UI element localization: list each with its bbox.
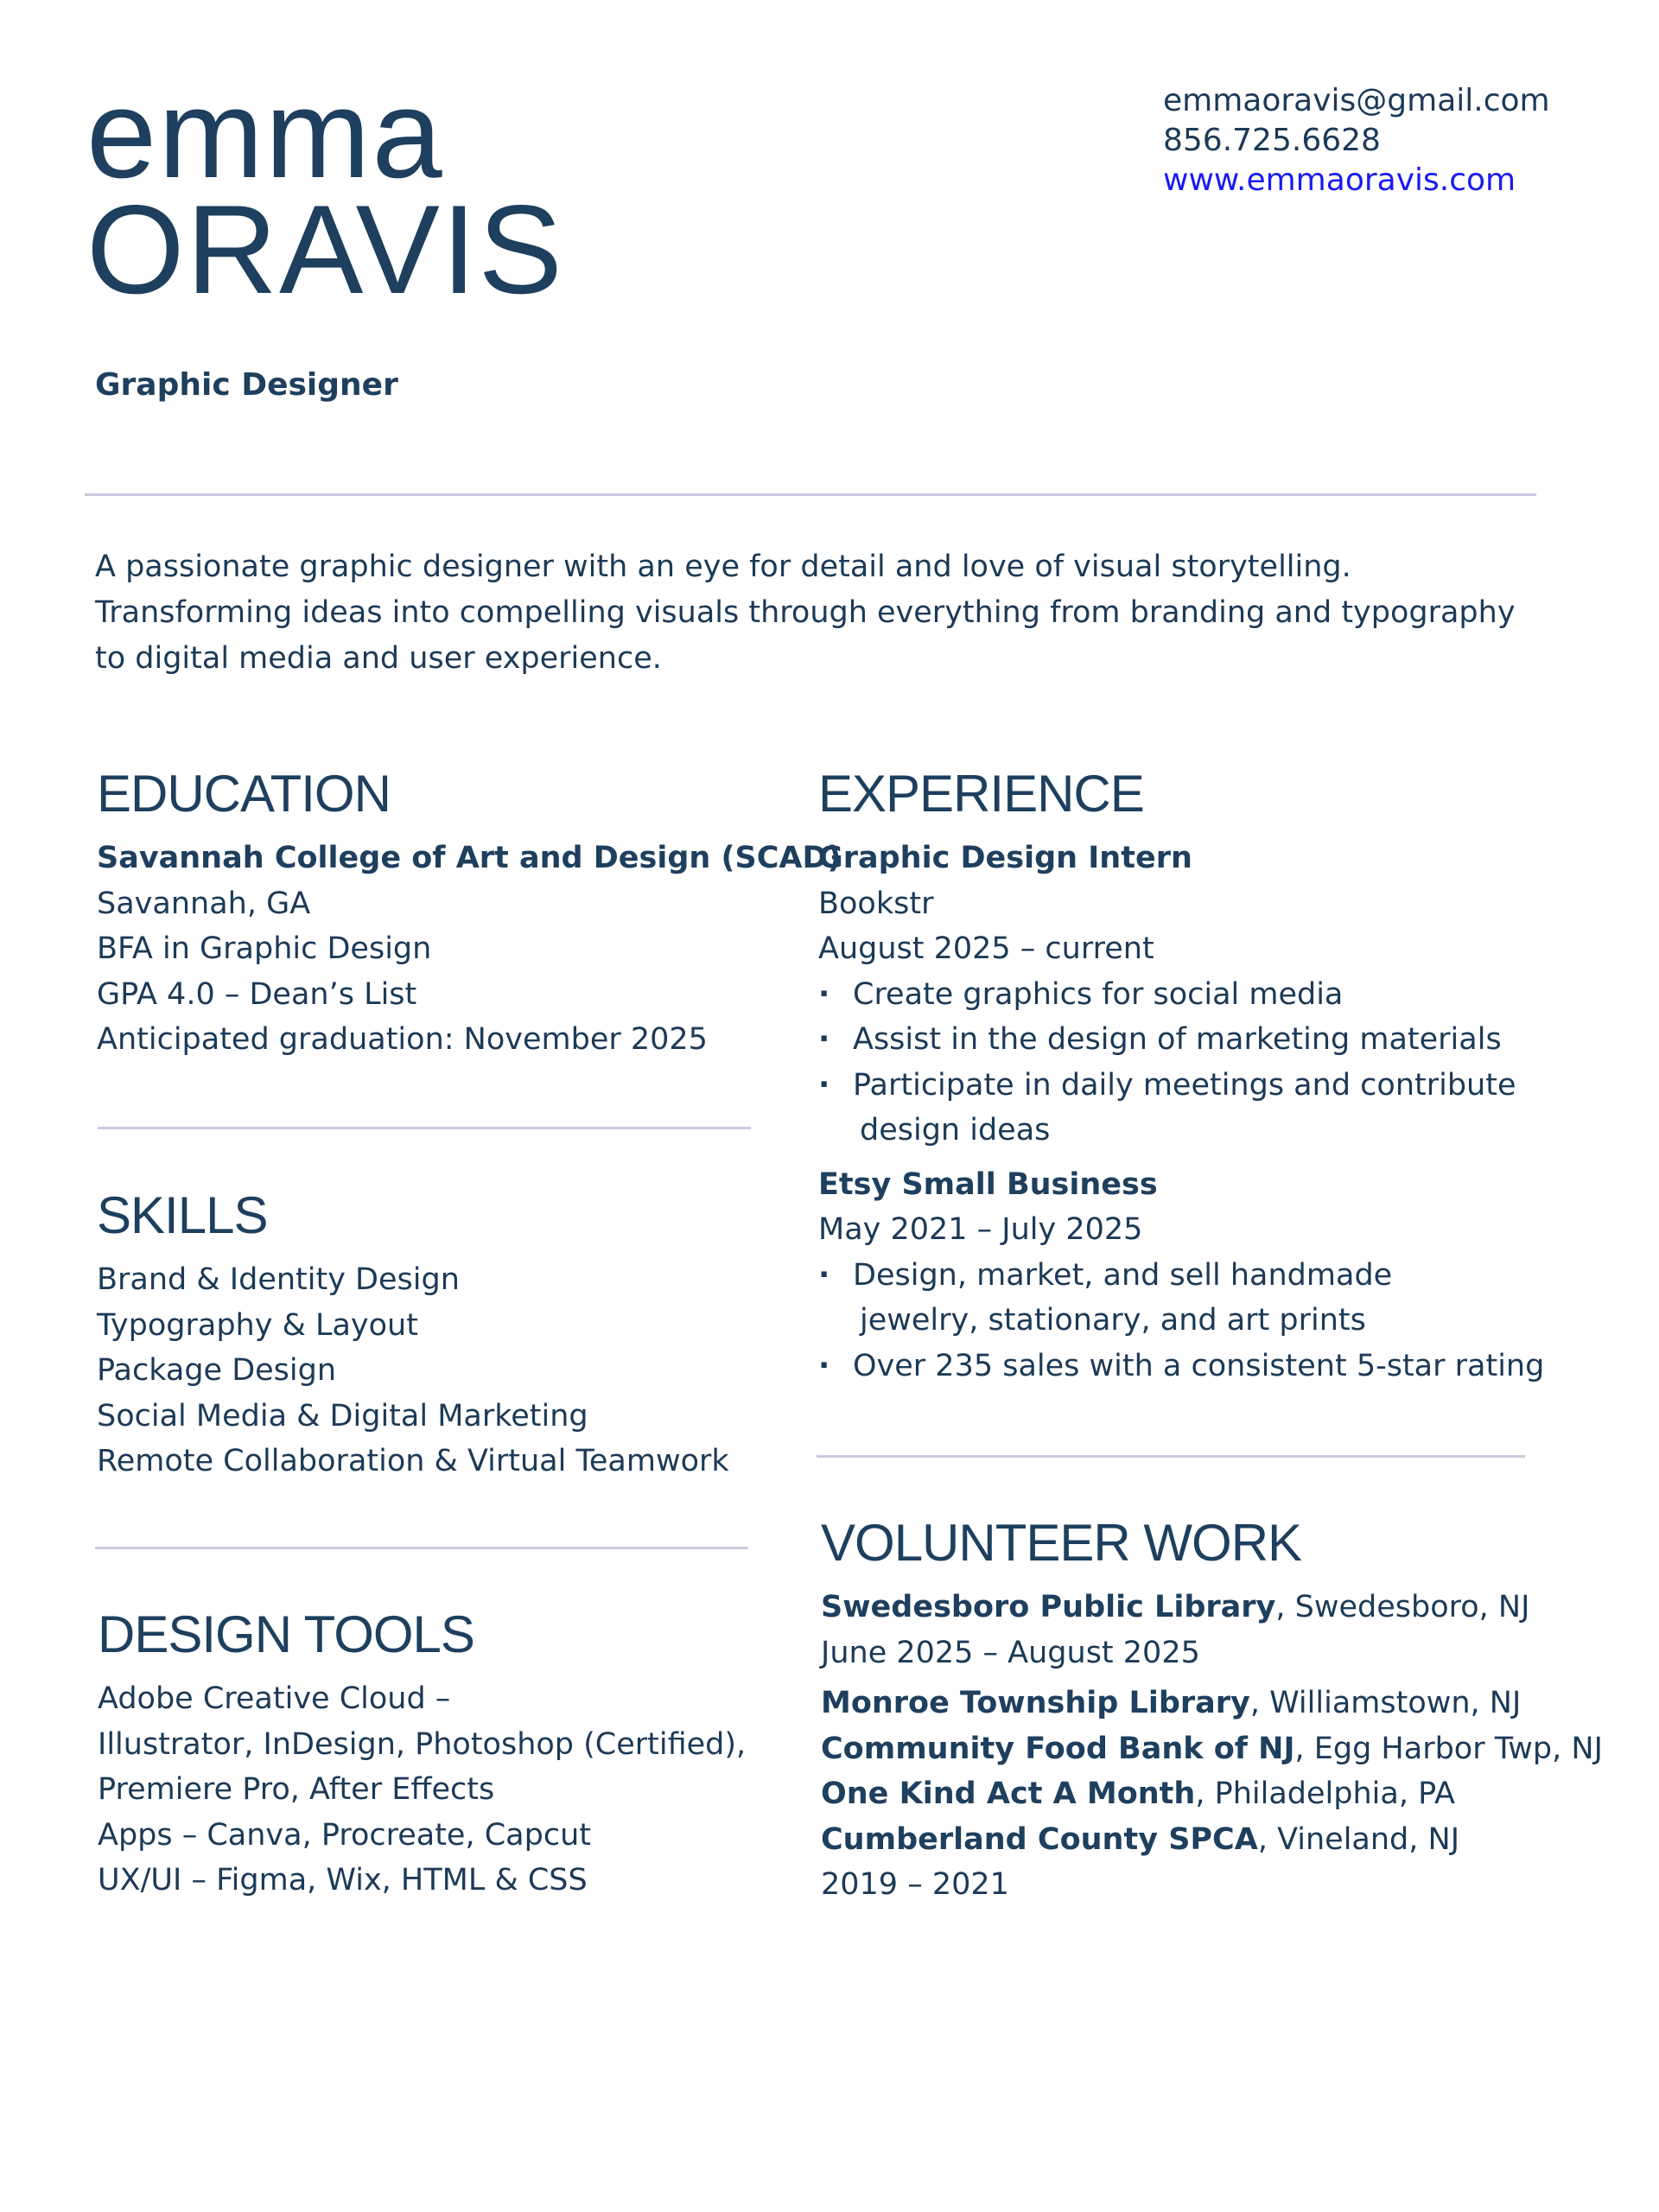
volunteer-entry (821, 1681, 1633, 1726)
tool-line: Illustrator, InDesign, Photoshop (Certified), (98, 1726, 747, 1762)
school-location: Savannah, GA (97, 886, 311, 921)
volunteer-place: , Swedesboro, NJ (1275, 1590, 1530, 1624)
job-bullet-continuation: jewelry, stationary, and art prints (860, 1303, 1366, 1338)
website-link[interactable]: www.emmaoravis.com (1163, 162, 1516, 198)
volunteer-place: , Egg Harbor Twp, NJ (1294, 1731, 1603, 1766)
skills-heading: SKILLS (97, 1186, 268, 1244)
last-name: ORAVIS (86, 179, 564, 320)
volunteer-place: , Vineland, NJ (1257, 1821, 1460, 1857)
volunteer-org: Monroe Township Library (821, 1686, 1250, 1720)
job-company: Bookstr (818, 886, 934, 921)
volunteer-dates: 2019 – 2021 (821, 1867, 1009, 1902)
job-bullet: · Over 235 sales with a consistent 5-star rating (818, 1344, 1596, 1389)
experience-divider (817, 1455, 1525, 1458)
degree: BFA in Graphic Design (97, 931, 432, 966)
skill-item: Remote Collaboration & Virtual Teamwork (97, 1444, 729, 1478)
tool-line: UX/UI – Figma, Wix, HTML & CSS (98, 1863, 588, 1897)
volunteer-entry (821, 1585, 1633, 1630)
job-title: Graphic Designer (95, 367, 398, 403)
summary (95, 544, 1516, 682)
education-section (97, 765, 842, 1063)
volunteer-place: , Williamstown, NJ (1249, 1686, 1522, 1720)
experience-heading: EXPERIENCE (818, 765, 1144, 823)
skill-item: Typography & Layout (97, 1307, 418, 1343)
skill-item: Social Media & Digital Marketing (97, 1398, 588, 1433)
volunteer-section (821, 1514, 1633, 1908)
job-bullet-continuation: design ideas (860, 1113, 1051, 1147)
volunteer-heading: VOLUNTEER WORK (821, 1514, 1302, 1572)
job-dates: August 2025 – current (818, 931, 1154, 966)
job-role: Graphic Design Intern (818, 841, 1192, 875)
volunteer-entry (821, 1771, 1633, 1817)
volunteer-entry (821, 1726, 1633, 1772)
tool-line: Adobe Creative Cloud – (98, 1681, 451, 1716)
skill-item: Brand & Identity Design (97, 1262, 460, 1297)
job-bullet: · Assist in the design of marketing materials (818, 1017, 1596, 1063)
volunteer-org: Cumberland County SPCA (821, 1821, 1258, 1857)
graduation: Anticipated graduation: November 2025 (97, 1022, 708, 1057)
phone-number: 856.725.6628 (1163, 123, 1381, 158)
skills-divider (95, 1547, 748, 1549)
job-role: Etsy Small Business (818, 1166, 1158, 1202)
volunteer-place: , Philadelphia, PA (1195, 1777, 1455, 1811)
contact-block (1163, 81, 1550, 200)
header-divider (85, 493, 1536, 496)
summary-line: Transforming ideas into compelling visuals through everything from branding and typography (95, 595, 1516, 630)
volunteer-dates: June 2025 – August 2025 (821, 1635, 1200, 1670)
name-heading (86, 63, 564, 320)
email-link[interactable]: emmaoravis@gmail.com (1163, 83, 1550, 118)
summary-line: to digital media and user experience. (95, 641, 662, 676)
education-divider (98, 1127, 751, 1129)
gpa: GPA 4.0 – Dean’s List (97, 976, 417, 1012)
volunteer-entry (821, 1817, 1633, 1863)
experience-section (818, 765, 1596, 1389)
design-tools-section (98, 1605, 789, 1904)
education-heading: EDUCATION (97, 765, 391, 823)
skills-section (97, 1186, 771, 1484)
tool-line: Premiere Pro, After Effects (98, 1772, 495, 1807)
school-name: Savannah College of Art and Design (SCAD) (97, 841, 842, 875)
volunteer-org: One Kind Act A Month (821, 1777, 1196, 1811)
volunteer-org: Community Food Bank of NJ (821, 1731, 1295, 1766)
first-name: emma (86, 63, 444, 204)
job-bullet: · Participate in daily meetings and contribute (818, 1063, 1596, 1109)
summary-line: A passionate graphic designer with an eye for detail and love of visual storytelling. (95, 550, 1351, 584)
skill-item: Package Design (97, 1353, 337, 1388)
job-bullet: · Design, market, and sell handmade (818, 1253, 1596, 1299)
design-tools-heading: DESIGN TOOLS (98, 1605, 474, 1663)
job-bullet: · Create graphics for social media (818, 972, 1596, 1018)
tool-line: Apps – Canva, Procreate, Capcut (98, 1817, 591, 1853)
job-dates: May 2021 – July 2025 (818, 1212, 1143, 1247)
volunteer-org: Swedesboro Public Library (821, 1590, 1276, 1624)
